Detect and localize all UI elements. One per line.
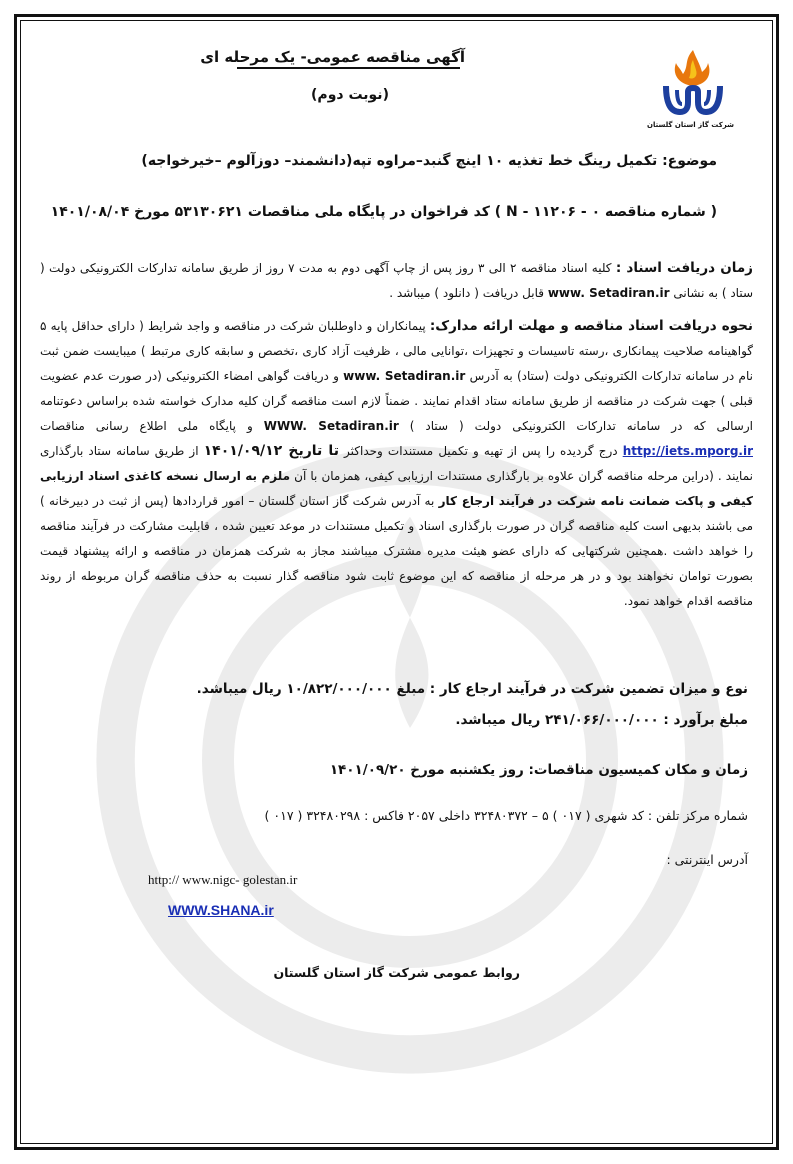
submission-label: نحوه دریافت اسناد مناقصه و مهلت ارائه مدارک: xyxy=(429,318,753,334)
submission-requirement: ملزم به ارسال نسخه کاغذی اسناد ارزیابی کیفی و پاکت ضمانت نامه شرکت در فرآیند ارجاع کار xyxy=(40,469,753,508)
submission-text-3: و پایگاه ملی اطلاع رسانی مناقصات xyxy=(40,419,253,433)
logo-caption: شرکت گاز استان گلستان xyxy=(646,121,734,129)
estimate-label: مبلغ برآورد : xyxy=(663,712,748,728)
subject-line: موضوع: تکمیل رینگ خط تغذیه ۱۰ اینچ گنبد–مراوه تپه(دانشمند– دوزآلوم –خیرخواجه) xyxy=(141,153,717,169)
estimate-value: ۲۴۱/۰۶۶/۰۰۰/۰۰۰ ریال میباشد. xyxy=(455,712,659,728)
round-label: (نوبت دوم) xyxy=(311,87,389,103)
submission-text-4: درج گردیده را پس از تهیه و تکمیل مستندات وحداکثر xyxy=(344,444,618,458)
nigc-golestan-link[interactable]: http:// www.nigc- golestan.ir xyxy=(148,872,298,887)
commission-line: زمان و مکان کمیسیون مناقصات: روز یکشنبه مورخ ۱۴۰۱/۰۹/۲۰ xyxy=(329,762,748,778)
setadiran-link-3[interactable]: WWW. Setadiran.ir xyxy=(263,419,399,433)
estimate-line xyxy=(455,713,748,728)
submission-text-6: به آدرس شرکت گاز استان گلستان – امور قراردادها (پس از ثبت در دبیرخانه ) می باشند بدیهی است کلیه مناقصه گران در صورت بارگذاری اسناد و تکمیل مستندات در موعد تعیین شده ، قابلیت مشارکت در فرآیند مناقصه را خواهد داشت .همچنین شرکتهایی که دارای عضو هیئت مدیره مشترک میباشند مجاز به شرکت همزمان در مناقصه و ارائه پیشنهاد قیمت بصورت توامان نخواهند بود و در هر مرحله از مناقصه که این موضوع ثابت شود مناقصه گذار نسبت به حذف مناقصه گران مربوطه از روند مناقصه اقدام خواهد نمود. xyxy=(40,494,753,608)
company-logo xyxy=(646,46,734,134)
submission-text-1: پیمانکاران و داوطلبان شرکت در مناقصه و واجد شرایط ( دارای حداقل پایه ۵ گواهینامه صلاحیت پیمانکاری ،رسته تاسیسات و تجهیزات ،توانایی مالی ، ظرفیت آزاد کاری ،تخصص و سابقه کاری مرتبط ) میبایست ضمن ثبت نام در سامانه تدارکات الکترونیکی دولت (ستاد) به آدرس xyxy=(40,319,753,383)
setadiran-link-2[interactable]: www. Setadiran.ir xyxy=(343,369,466,383)
internet-label: آدرس اینترنتی : xyxy=(666,852,748,867)
title-underline xyxy=(237,67,460,69)
gas-company-logo-icon xyxy=(658,46,728,116)
guarantee-line: نوع و میزان تضمین شرکت در فرآیند ارجاع کار : مبلغ ۱۰/۸۲۲/۰۰۰/۰۰۰ ریال میباشد. xyxy=(196,681,748,697)
phone-line: شماره مرکز تلفن : کد شهری ( ۰۱۷ ) ۵ – ۳۲۴۸۰۳۷۲ داخلی ۲۰۵۷ فاکس : ۳۲۴۸۰۲۹۸ ( ۰۱۷ ) xyxy=(264,808,748,823)
tender-number: ( شماره مناقصه N - ۱۱۲۰۶ - ۰ ) کد فراخوان در پایگاه ملی مناقصات ۵۳۱۳۰۶۲۱ مورخ ۱۴۰۱/۰۸/۰۴ xyxy=(50,204,717,220)
setadiran-link[interactable]: www. Setadiran.ir xyxy=(547,286,670,300)
submission-paragraph xyxy=(40,314,753,614)
doc-receipt-after: قابل دریافت ( دانلود ) میباشد . xyxy=(389,286,545,300)
deadline-date: تا تاریخ ۱۴۰۱/۰۹/۱۲ xyxy=(203,443,339,459)
doc-receipt-paragraph xyxy=(40,256,753,306)
shana-link[interactable]: WWW.SHANA.ir xyxy=(168,902,274,918)
doc-receipt-label: زمان دریافت اسناد : xyxy=(615,260,753,276)
iets-link[interactable]: http://iets.mporg.ir xyxy=(622,444,753,458)
submission-text-2: و دریافت گواهی امضاء الکترونیکی (در صورت عدم عضویت قبلی ) جهت شرکت در مناقصه از طریق سامانه ستاد اقدام نمایند . ضمناً لازم است مناقصه گران کلیه مدارک خواسته شده براساس دعوتنامه ارسالی که در سامانه تدارکات الکترونیکی دولت ( ستاد ) xyxy=(40,369,753,433)
page-title: آگهی مناقصه عمومی- یک مرحله ای xyxy=(200,48,465,66)
footer-public-relations: روابط عمومی شرکت گاز استان گلستان xyxy=(273,965,520,980)
submission-text-5: از طریق سامانه ستاد بارگذاری نمایند . (دراین مرحله مناقصه گران علاوه بر بارگذاری مستندات ارزیابی کیفی، همزمان با آن xyxy=(40,444,753,483)
doc-receipt-text: کلیه اسناد مناقصه ۲ الی ۳ روز پس از چاپ آگهی دوم به مدت ۷ روز از طریق سامانه تدارکات الکترونیکی دولت ( ستاد ) به نشانی xyxy=(40,261,753,300)
